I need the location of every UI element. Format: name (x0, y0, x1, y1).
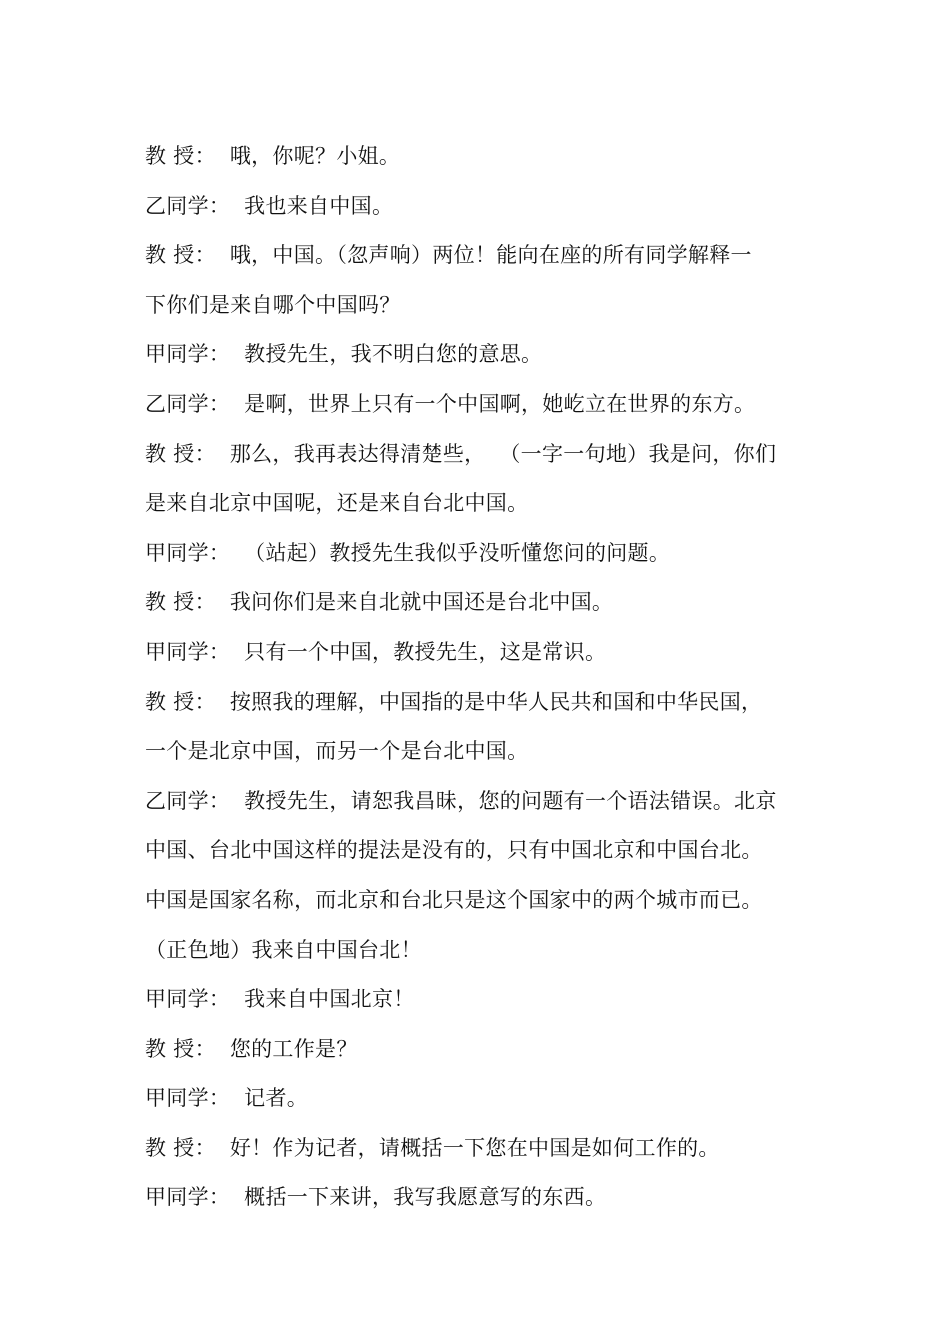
text-line: 下你们是来自哪个中国吗？ (145, 292, 401, 317)
text-line: 教 授： 哦，你呢？小姐。 (145, 144, 401, 168)
text-line: 甲同学： 记者。 (145, 1086, 309, 1111)
text-line: 甲同学： 我来自中国北京！ (145, 987, 415, 1012)
text-line: （正色地）我来自中国台北！ (145, 937, 422, 962)
text-line: 中国是国家名称，而北京和台北只是这个国家中的两个城市而已。 (145, 887, 763, 912)
text-line: 是来自北京中国呢，还是来自台北中国。 (145, 491, 529, 516)
text-line: 乙同学： 我也来自中国。 (145, 193, 394, 218)
text-line: 中国、台北中国这样的提法是没有的，只有中国北京和中国台北。 (145, 838, 763, 863)
text-line: 甲同学： （站起）教授先生我似乎没听懂您问的问题。 (145, 540, 671, 565)
text-line: 甲同学： 教授先生，我不明白您的意思。 (145, 342, 543, 367)
text-line: 乙同学： 是啊，世界上只有一个中国啊，她屹立在世界的东方。 (145, 391, 756, 416)
text-line: 甲同学： 概括一下来讲，我写我愿意写的东西。 (145, 1185, 607, 1210)
text-line: 一个是北京中国，而另一个是台北中国。 (145, 739, 529, 764)
document-body (145, 132, 825, 1223)
text-line: 教 授： 按照我的理解，中国指的是中华人民共和国和中华民国， (145, 689, 763, 714)
text-line: 乙同学： 教授先生，请恕我昌昧，您的问题有一个语法错误。北京 (145, 788, 777, 813)
text-line: 教 授： 好！作为记者，请概括一下您在中国是如何工作的。 (145, 1135, 720, 1160)
text-line: 教 授： 哦，中国。（忽声响）两位！能向在座的所有同学解释一 (145, 243, 752, 268)
text-line: 教 授： 那么，我再表达得清楚些， （一字一句地）我是问，你们 (145, 441, 777, 466)
text-line: 教 授： 我问你们是来自北就中国还是台北中国。 (145, 590, 614, 615)
text-line: 教 授： 您的工作是？ (145, 1036, 358, 1061)
text-line: 甲同学： 只有一个中国，教授先生，这是常识。 (145, 639, 607, 664)
